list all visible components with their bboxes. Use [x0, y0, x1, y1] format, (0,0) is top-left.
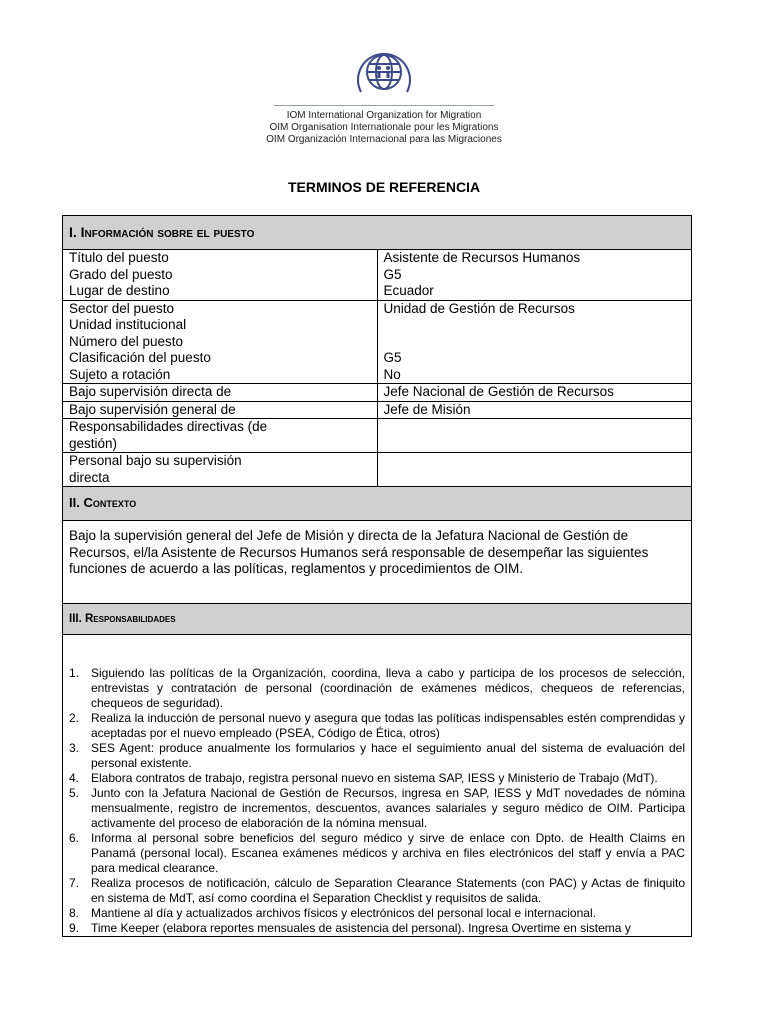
list-item: 3. SES Agent: produce anualmente los formularios y hace el seguimiento anual del sistema de evaluación del personal existente. [69, 741, 685, 770]
section-2-header: II. Contexto [63, 487, 692, 521]
section-2-title: Contexto [83, 495, 137, 511]
section-3-header: III. Responsabilidades [63, 604, 692, 635]
responsibilities-list [69, 666, 685, 936]
field-label: Personal bajo su supervisión directa [63, 453, 378, 487]
list-item: 2. Realiza la inducción de personal nuevo y asegura que todas las políticas indispensables estén comprendidas y aceptadas por el nuevo empleado (PSEA, Código de Ética, otros) [69, 711, 685, 740]
field-labels: Sector del puesto Unidad institucional Número del puesto Clasificación del puesto Sujeto a rotación [63, 300, 378, 384]
org-name-fr: OIM Organisation Internationale pour les Migrations [269, 122, 499, 133]
table-row [63, 453, 692, 487]
field-value [377, 453, 692, 487]
table-row [63, 401, 692, 419]
table-row [63, 419, 692, 453]
list-item: 1. Siguiendo las políticas de la Organización, coordina, lleva a cabo y participa de los procesos de selección, entrevistas y contratación de personal (coordinación de exámenes médicos, chequeos de referencias, chequeos de seguridad). [69, 666, 685, 710]
list-item: 5. Junto con la Jefatura Nacional de Gestión de Recursos, ingresa en SAP, IESS y MdT novedades de nómina mensualmente, registro de incrementos, descuentos, avances salariales y seguro médico de OIM. Participa activamente del proceso de elaboración de la nómina mensual. [69, 786, 685, 830]
document-header [0, 40, 768, 146]
table-row [63, 300, 692, 384]
section-3-title: Responsabilidades [84, 612, 176, 625]
list-item: 8. Mantiene al día y actualizados archivos físicos y electrónicos del personal local e internacional. [69, 906, 596, 920]
field-label: Responsabilidades directivas (de gestión) [63, 419, 378, 453]
field-values: Asistente de Recursos Humanos G5 Ecuador [377, 250, 692, 301]
field-value [377, 419, 692, 453]
list-item: 9. Time Keeper (elabora reportes mensuales de asistencia del personal). Ingresa Overtime en sistema y [69, 921, 631, 935]
section-1-title: Información sobre el puesto [80, 224, 255, 241]
logo-divider [274, 105, 494, 106]
document-title: TERMINOS DE REFERENCIA [287, 179, 481, 195]
org-name-en: IOM International Organization for Migration [286, 110, 482, 121]
responsibilities-cell [63, 635, 692, 937]
list-item: 7. Realiza procesos de notificación, cálculo de Separation Clearance Statements (con PAC) y Actas de finiquito en sistema de MdT, así como coordina el Separation Checklist y requisitos de salida. [69, 876, 685, 905]
section-1-header: I. Información sobre el puesto [63, 216, 692, 250]
table-row [63, 250, 692, 301]
terms-document [62, 215, 692, 937]
context-paragraph: Bajo la supervisión general del Jefe de Misión y directa de la Jefatura Nacional de Gestión de Recursos, el/la Asistente de Recursos Humanos será responsable de desempeñar las siguientes funciones de acuerdo a las políticas, reglamentos y procedimientos de OIM. [63, 521, 692, 604]
field-values: Unidad de Gestión de Recursos G5 No [377, 300, 692, 384]
field-labels: Título del puesto Grado del puesto Lugar de destino [63, 250, 378, 301]
terms-table [62, 215, 692, 937]
list-item: 6. Informa al personal sobre beneficios del seguro médico y sirve de enlace con Dpto. de Health Claims en Panamá (personal local). Escanea exámenes médicos y archiva en files electrónicos del staff y envía a PAC para medical clearance. [69, 831, 685, 875]
org-name-es: OIM Organización Internacional para las Migraciones [266, 134, 502, 145]
iom-logo-icon [349, 40, 419, 102]
field-label: Bajo supervisión directa de [63, 384, 378, 402]
list-item: 4. Elabora contratos de trabajo, registra personal nuevo en sistema SAP, IESS y Ministerio de Trabajo (MdT). [69, 771, 658, 785]
table-row [63, 384, 692, 402]
field-value: Jefe Nacional de Gestión de Recursos [377, 384, 692, 402]
field-value: Jefe de Misión [377, 401, 692, 419]
field-label: Bajo supervisión general de [63, 401, 378, 419]
